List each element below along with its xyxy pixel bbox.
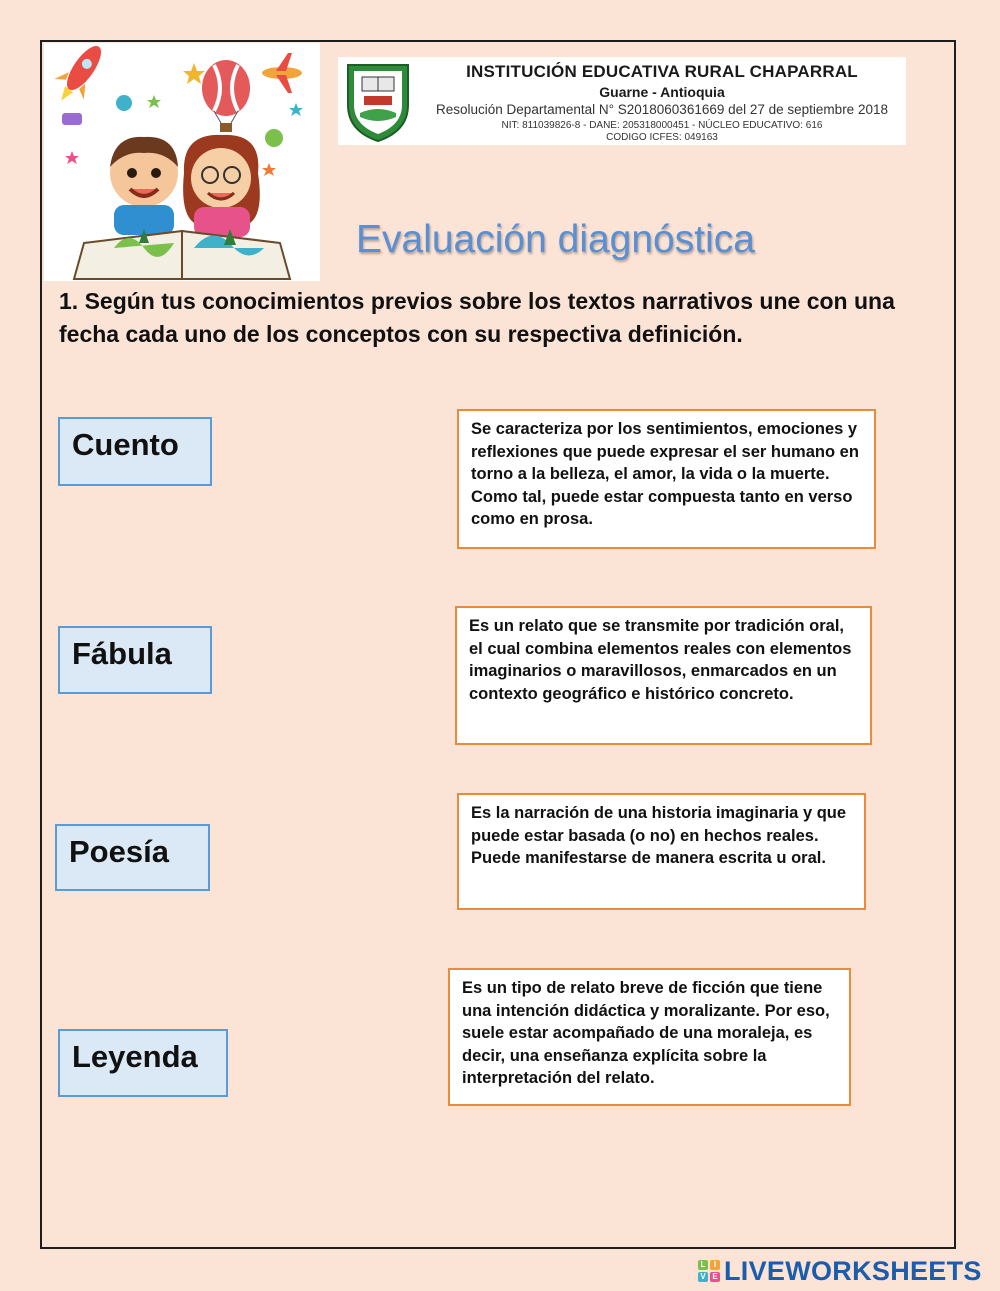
page-title: Evaluación diagnóstica bbox=[356, 218, 755, 261]
definition-box-2[interactable]: Es un relato que se transmite por tradición oral, el cual combina elementos reales con elementos imaginarios o maravillosos, enmarcados en un contexto geográfico e histórico concreto. bbox=[455, 606, 872, 745]
concept-poesia[interactable]: Poesía bbox=[55, 824, 210, 891]
liveworksheets-tiles-icon bbox=[698, 1260, 720, 1282]
liveworksheets-brand: LIVEWORKSHEETS bbox=[724, 1255, 982, 1286]
school-header-banner bbox=[338, 57, 906, 145]
concept-fabula[interactable]: Fábula bbox=[58, 626, 212, 694]
nit-line: NIT: 811039826-8 - DANE: 205318000451 - NÚCLEO EDUCATIVO: 616 bbox=[501, 120, 823, 131]
icfes-line: CODIGO ICFES: 049163 bbox=[606, 132, 718, 143]
tile-v: V bbox=[698, 1272, 708, 1282]
tile-i: I bbox=[710, 1260, 720, 1270]
girl-icon bbox=[183, 135, 260, 237]
concept-leyenda[interactable]: Leyenda bbox=[58, 1029, 228, 1097]
kids-reading-image bbox=[44, 43, 320, 281]
boy-icon bbox=[110, 137, 178, 235]
institution-location: Guarne - Antioquia bbox=[599, 84, 725, 100]
tile-l: L bbox=[698, 1260, 708, 1270]
school-shield-icon bbox=[342, 59, 414, 143]
definition-box-1[interactable]: Se caracteriza por los sentimientos, emociones y reflexiones que puede expresar el ser humano en torno a la belleza, el amor, la vida o la muerte. Como tal, puede estar compuesta tanto en verso como en prosa. bbox=[457, 409, 876, 549]
tile-e: E bbox=[710, 1272, 720, 1282]
concept-cuento[interactable]: Cuento bbox=[58, 417, 212, 486]
definition-box-4[interactable]: Es un tipo de relato breve de ficción que tiene una intención didáctica y moralizante. Por eso, suele estar acompañado de una moraleja, es decir, una enseñanza explícita sobre la interpretación del relato. bbox=[448, 968, 851, 1106]
resolution-line: Resolución Departamental N° S2018060361669 del 27 de septiembre 2018 bbox=[436, 102, 888, 117]
definition-box-3[interactable]: Es la narración de una historia imaginaria y que puede estar basada (o no) en hechos reales. Puede manifestarse de manera escrita u oral. bbox=[457, 793, 866, 910]
kids-reading-illustration bbox=[44, 43, 320, 281]
instruction-text: 1. Según tus conocimientos previos sobre los textos narrativos une con una fecha cada uno de los conceptos con su respectiva definición. bbox=[59, 288, 895, 347]
institution-name: INSTITUCIÓN EDUCATIVA RURAL CHAPARRAL bbox=[466, 62, 858, 81]
liveworksheets-logo[interactable] bbox=[698, 1256, 982, 1286]
